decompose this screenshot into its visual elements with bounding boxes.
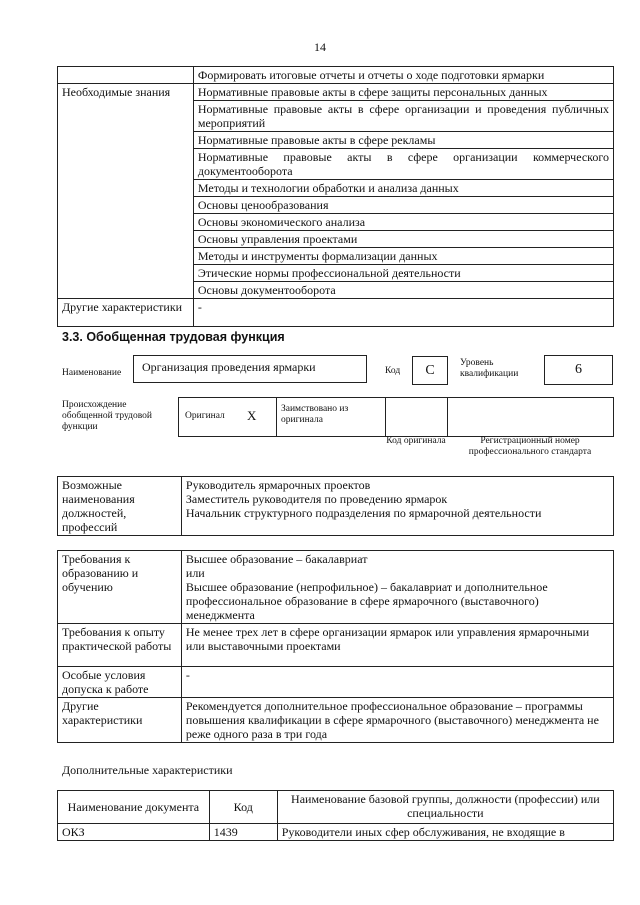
- code-label: Код: [385, 366, 401, 376]
- knowledge-item: Нормативные правовые акты в сфере организации и проведения публичных мероприятий: [193, 101, 613, 132]
- position-name: Начальник структурного подразделения по ярмарочной деятельности: [185, 506, 542, 520]
- other-value: -: [193, 299, 613, 327]
- knowledge-item: Основы экономического анализа: [193, 214, 613, 231]
- first-row-text: Формировать итоговые отчеты и отчеты о ходе подготовки ярмарки: [193, 67, 613, 84]
- knowledge-item: Нормативные правовые акты в сфере рекламы: [193, 132, 613, 149]
- header-cell: Код: [209, 791, 277, 824]
- knowledge-item: Нормативные правовые акты в сфере защиты персональных данных: [193, 84, 613, 101]
- knowledge-item: Основы ценообразования: [193, 197, 613, 214]
- additional-title: Дополнительные характеристики: [62, 763, 233, 777]
- original-label: Оригинал: [185, 411, 225, 421]
- requirement-line: Не менее трех лет в сфере организации ярмарок или управления ярмарочными или выставочными проектами: [181, 624, 613, 667]
- reg-caption: Регистрационный номер профессионального стандарта: [468, 436, 592, 457]
- knowledge-label: Необходимые знания: [58, 84, 194, 299]
- table-cell: 1439: [209, 824, 277, 841]
- position-name: Заместитель руководителя по проведению ярмарок: [185, 492, 448, 506]
- other-label: Другие характеристики: [58, 299, 194, 327]
- requirement-line: Высшее образование – бакалавриат: [185, 552, 368, 566]
- divider: [385, 398, 386, 436]
- positions-cell: [181, 477, 613, 536]
- knowledge-item: Основы управления проектами: [193, 231, 613, 248]
- requirements-table: [57, 550, 614, 743]
- level-value: 6: [544, 355, 613, 385]
- knowledge-item: Методы и инструменты формализации данных: [193, 248, 613, 265]
- level-label: Уровень квалификации: [460, 358, 519, 379]
- requirement-line: Рекомендуется дополнительное профессиональное образование – программы повышения квалификации в сфере ярмарочного (выставочного) менеджмента не реже одного раза в три года: [181, 698, 613, 743]
- section-title: 3.3. Обобщенная трудовая функция: [62, 330, 285, 344]
- requirement-label: Требования к образованию и обучению: [58, 551, 182, 624]
- page-number: 14: [314, 40, 326, 54]
- table-cell: [58, 67, 194, 84]
- knowledge-table: [57, 66, 614, 327]
- code-value: C: [412, 356, 448, 385]
- borrowed-label: Заимствовано из оригинала: [281, 404, 349, 425]
- code-caption: Код оригинала: [386, 436, 446, 446]
- table-cell: Руководители иных сфер обслуживания, не входящие в: [277, 824, 613, 841]
- name-value: Организация проведения ярмарки: [142, 360, 316, 374]
- requirement-line: Высшее образование (непрофильное) – бакалавриат и дополнительное профессиональное образование в сфере ярмарочного (выставочного) менеджмента: [185, 580, 548, 622]
- name-label: Наименование: [62, 368, 122, 378]
- knowledge-item: Методы и технологии обработки и анализа данных: [193, 180, 613, 197]
- requirement-cell: [181, 551, 613, 624]
- knowledge-item: Нормативные правовые акты в сфере организации коммерческого документооборота: [193, 149, 613, 180]
- requirement-label: Особые условия допуска к работе: [58, 667, 182, 698]
- requirement-label: Другие характеристики: [58, 698, 182, 743]
- knowledge-item: Этические нормы профессиональной деятельности: [193, 265, 613, 282]
- table-row: [58, 824, 614, 841]
- positions-label: Возможные наименования должностей, профессий: [58, 477, 182, 536]
- position-name: Руководитель ярмарочных проектов: [185, 478, 371, 492]
- original-mark: X: [247, 408, 257, 423]
- name-box: [133, 355, 367, 383]
- additional-table: [57, 790, 614, 841]
- origin-label: Происхождение обобщенной трудовой функции: [62, 400, 152, 432]
- origin-box: [178, 397, 614, 437]
- requirement-label: Требования к опыту практической работы: [58, 624, 182, 667]
- positions-table: [57, 476, 614, 536]
- divider: [447, 398, 448, 436]
- table-cell: ОКЗ: [58, 824, 210, 841]
- header-cell: Наименование документа: [58, 791, 210, 824]
- header-cell: Наименование базовой группы, должности (профессии) или специальности: [277, 791, 613, 824]
- requirement-line: -: [181, 667, 613, 698]
- knowledge-item: Основы документооборота: [193, 282, 613, 299]
- requirement-line: или: [185, 566, 205, 580]
- divider: [276, 398, 277, 436]
